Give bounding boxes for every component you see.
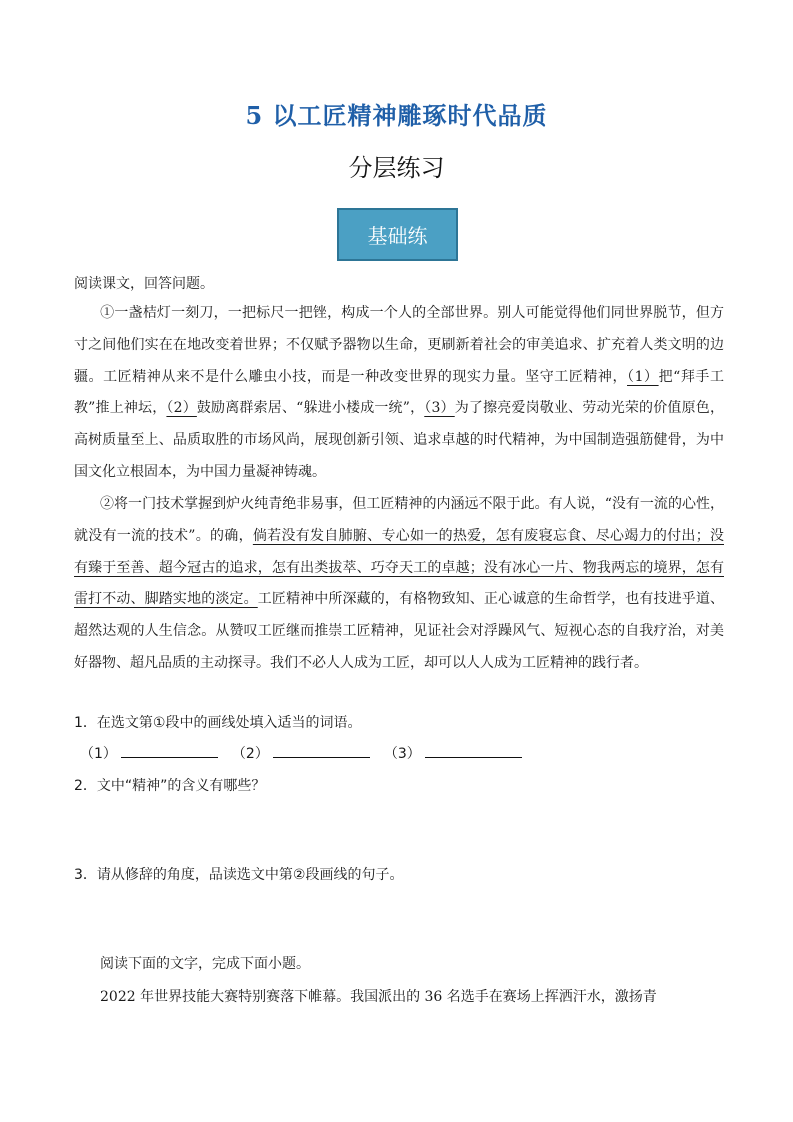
answer-blanks-row [80, 743, 536, 763]
question-3: 3．请从修辞的角度，品读选文中第②段画线的句子。 [74, 867, 404, 883]
passage-instruction: 阅读课文，回答问题。 [74, 276, 214, 292]
blank-3: （3） [424, 400, 455, 417]
passage-2-instruction: 阅读下面的文字，完成下面小题。 [100, 956, 310, 972]
paragraph-1: ①一盏桔灯一刻刀，一把标尺一把锉，构成一个人的全部世界。别人可能觉得他们同世界脱节，但方寸之间他们实在在地改变着世界；不仅赋予器物以生命，更刷新着社会的审美追求、扩充着人类文明的边疆。工匠精神从来不是什么雕虫小技，而是一种改变世界的现实力量。坚守工匠精神，（1）把“拜手工教”推上神坛，（2）鼓励离群索居、“躲进小楼成一统”，（3）为了擦亮爱岗敬业、劳动光荣的价值原色，高树质量至上、品质取胜的市场风尚，展现创新引领、追求卓越的时代精神，为中国制造强筋健骨，为中国文化立根固本，为中国力量凝神铸魂。 [74, 305, 724, 480]
answer-field-3[interactable] [425, 743, 522, 758]
passage-2-text: 2022 年世界技能大赛特别赛落下帷幕。我国派出的 36 名选手在赛场上挥洒汗水，激扬青 [100, 989, 657, 1005]
question-2: 2．文中“精神”的含义有哪些？ [74, 778, 266, 794]
page-subtitle: 分层练习 [348, 154, 445, 182]
blank-label-2: （2） [231, 746, 269, 762]
blank-label-3: （3） [383, 746, 421, 762]
blank-1: （1） [627, 368, 659, 385]
question-1: 1．在选文第①段中的画线处填入适当的词语。 [74, 715, 362, 731]
blank-2: （2） [166, 400, 197, 417]
blank-label-1: （1） [80, 746, 117, 762]
answer-field-1[interactable] [121, 743, 218, 758]
paragraph-2: ②将一门技术掌握到炉火纯青绝非易事，但工匠精神的内涵远不限于此。有人说，“没有一流的心性，就没有一流的技术”。的确，倘若没有发自肺腑、专心如一的热爱，怎有废寝忘食、尽心竭力的付出；没有臻于至善、超今冠古的追求，怎有出类拔萃、巧夺天工的卓越；没有冰心一片、物我两忘的境界，怎有雷打不动、脚踏实地的淡定。工匠精神中所深藏的，有格物致知、正心诚意的生命哲学，也有技进乎道、超然达观的人生信念。从赞叹工匠继而推崇工匠精神，见证社会对浮躁风气、短视心态的自我疗治，对美好器物、超凡品质的主动探寻。我们不必人人成为工匠，却可以人人成为工匠精神的践行者。 [74, 496, 724, 671]
section-basic-button[interactable]: 基础练 [337, 208, 458, 261]
page-title: 5 以工匠精神雕琢时代品质 [245, 101, 548, 130]
underlined-sentence: 倘若没有发自肺腑、专心如一的热爱，怎有废寝忘食、尽心竭力的付出；没有臻于至善、超今冠古的追求，怎有出类拔萃、巧夺天工的卓越；没有冰心一片、物我两忘的境界，怎有雷打不动、脚踏实地的淡定。 [74, 527, 724, 608]
answer-field-2[interactable] [273, 743, 370, 758]
